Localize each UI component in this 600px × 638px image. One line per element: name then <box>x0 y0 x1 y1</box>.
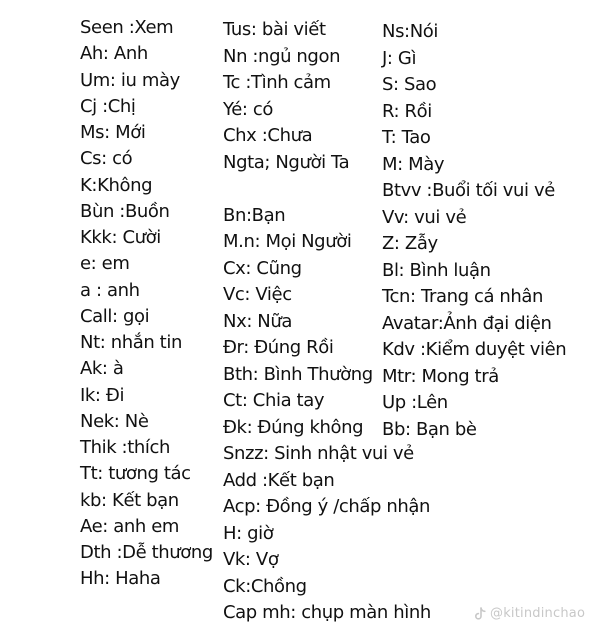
abbreviation-line: M.n: Mọi Người <box>223 231 352 252</box>
abbreviation-line: Bùn :Buồn <box>80 200 170 222</box>
abbreviation-line: Call: gọi <box>80 305 150 327</box>
abbreviation-line: Tt: tương tác <box>80 463 191 485</box>
abbreviation-line: Btvv :Buổi tối vui vẻ <box>382 180 555 201</box>
abbreviation-line: Yé: có <box>223 98 273 120</box>
abbreviation-line: Dth :Dễ thương <box>80 542 213 563</box>
abbreviation-line: Snzz: Sinh nhật vui vẻ <box>223 443 414 464</box>
abbreviation-line: Mtr: Mong trả <box>382 365 499 387</box>
abbreviation-line: Seen :Xem <box>80 17 174 38</box>
abbreviation-line: Tc :Tình cảm <box>223 72 331 93</box>
abbreviation-line: Z: Zẫy <box>382 233 438 254</box>
abbreviation-line: Tus: bài viết <box>223 19 326 40</box>
abbreviation-line: T: Tao <box>382 127 431 148</box>
abbreviation-line: Chx :Chưa <box>223 125 313 146</box>
abbreviation-line: H: giờ <box>223 522 274 544</box>
abbreviation-line: Ak: à <box>80 358 124 380</box>
abbreviation-line: Đr: Đúng Rồi <box>223 337 334 358</box>
abbreviation-line: Hh: Haha <box>80 568 161 590</box>
abbreviation-line: S: Sao <box>382 74 437 95</box>
abbreviation-line: Ns:Nói <box>382 21 438 42</box>
abbreviation-line: Cj :Chị <box>80 95 136 117</box>
abbreviation-line: Add :Kết bạn <box>223 469 335 491</box>
abbreviation-line: Ik: Đi <box>80 384 125 406</box>
abbreviation-line: kb: Kết bạn <box>80 489 179 511</box>
abbreviation-line: Nt: nhắn tin <box>80 332 182 353</box>
abbreviation-line: Ms: Mới <box>80 122 146 143</box>
abbreviation-line: Bn:Bạn <box>223 204 286 226</box>
abbreviation-line: Bb: Bạn bè <box>382 418 477 440</box>
abbreviation-line: M: Mày <box>382 153 445 175</box>
abbreviation-line: Tcn: Trang cá nhân <box>382 286 544 307</box>
abbreviation-line: Up :Lên <box>382 392 448 413</box>
abbreviation-line: Cx: Cũng <box>223 257 302 279</box>
abbreviation-line: R: Rồi <box>382 100 432 122</box>
abbreviation-line: a : anh <box>80 279 140 301</box>
abbreviation-line: Avatar:Ảnh đại diện <box>382 312 552 334</box>
abbreviation-line: Ah: Anh <box>80 43 148 65</box>
tiktok-icon <box>474 607 486 621</box>
watermark-handle: @kitindinchao <box>490 606 586 621</box>
abbreviation-line: Bl: Bình luận <box>382 259 491 281</box>
abbreviation-line: K:Không <box>80 174 153 196</box>
abbreviation-line: Bth: Bình Thường <box>223 363 373 385</box>
abbreviation-line: Vc: Việc <box>223 284 292 305</box>
abbreviation-line: Kkk: Cười <box>80 227 161 248</box>
abbreviation-line: Ct: Chia tay <box>223 390 325 411</box>
abbreviation-line: Kdv :Kiểm duyệt viên <box>382 339 567 360</box>
abbreviation-line: Ae: anh em <box>80 515 180 537</box>
abbreviation-line: e: em <box>80 253 130 275</box>
abbreviation-line: Thik :thích <box>80 437 170 458</box>
abbreviation-line: Nek: Nè <box>80 410 149 432</box>
abbreviation-line: Um: iu mày <box>80 69 180 91</box>
abbreviation-line: J: Gì <box>382 47 417 69</box>
abbreviation-line: Ngta; Người Ta <box>223 151 350 173</box>
abbreviation-line: Vv: vui vẻ <box>382 206 467 228</box>
abbreviation-line: Đk: Đúng không <box>223 416 364 438</box>
watermark <box>474 606 585 622</box>
abbreviation-line: Acp: Đồng ý /chấp nhận <box>223 496 430 517</box>
abbreviation-line: Cs: có <box>80 148 133 170</box>
abbreviation-line: Ck:Chồng <box>223 575 307 597</box>
abbreviation-line: Nn :ngủ ngon <box>223 45 341 67</box>
abbreviation-line: Nx: Nữa <box>223 310 293 332</box>
abbreviation-line: Cap mh: chụp màn hình <box>223 602 431 623</box>
abbreviation-line: Vk: Vợ <box>223 549 279 570</box>
